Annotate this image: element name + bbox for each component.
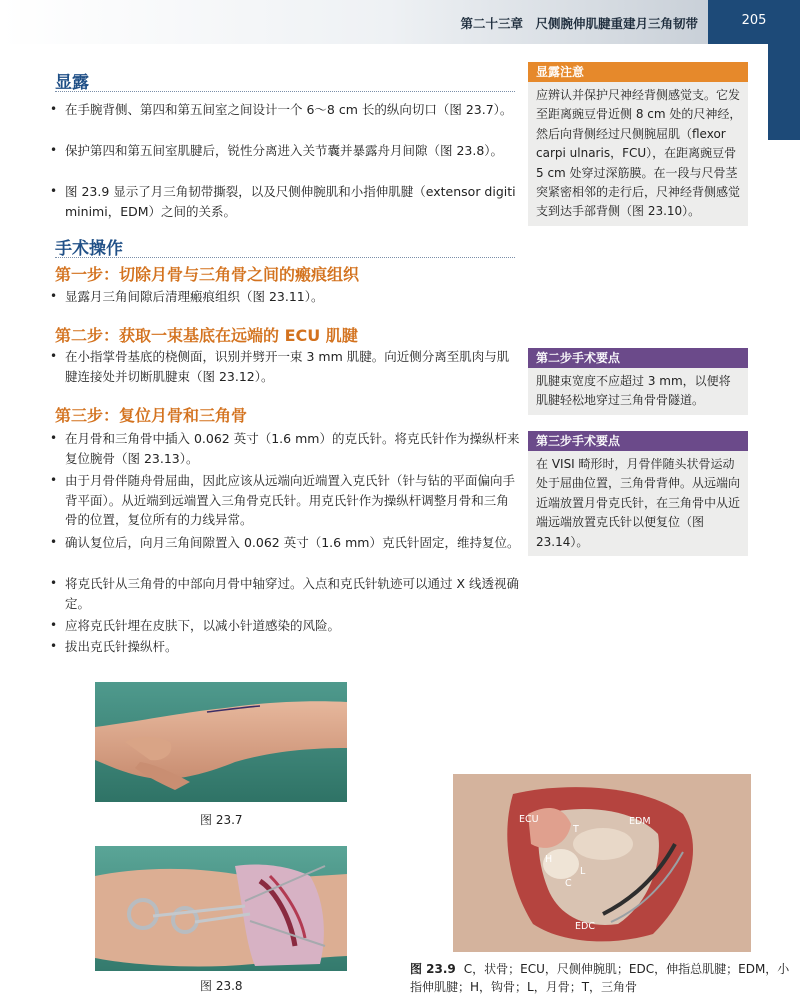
page-header [0, 0, 800, 44]
section-heading-surgery: 手术操作 [55, 239, 123, 259]
label-edm: EDM [629, 816, 651, 827]
bullet-icon: • [50, 289, 58, 303]
figure-23-8-caption: 图 23.8 [200, 979, 243, 993]
bullet-icon: • [50, 639, 58, 653]
bullet-icon: • [50, 143, 58, 157]
bullet-icon: • [50, 431, 58, 445]
section-heading-exposure: 显露 [55, 73, 89, 93]
label-c: C [565, 878, 572, 889]
step3-title: 第三步：复位月骨和三角骨 [55, 406, 248, 425]
step3-note-text: 在 VISI 畸形时，月骨伴随头状骨运动处于屈曲位置，三角骨背伸。从远端向近端放置月骨克氏针，在三角骨中从近端远端放置克氏针以便复位（图 23.14）。 [528, 451, 748, 556]
label-ecu: ECU [519, 814, 539, 825]
chapter-title: 第二十三章 尺侧腕伸肌腱重建月三角韧带 [460, 16, 698, 31]
figure-23-9-text: C，状骨；ECU，尺侧伸腕肌；EDC，伸指总肌腱；EDM，小指伸肌腱；H，钩骨；L，月骨；T，三角骨 [410, 962, 790, 994]
list-item: • 保护第四和第五间室肌腱后，锐性分离进入关节囊并暴露舟月间隙（图 23.8）。 [50, 141, 520, 161]
list-item: • 在月骨和三角骨中插入 0.062 英寸（1.6 mm）的克氏针。将克氏针作为操纵杆来复位腕骨（图 23.13）。 [50, 431, 520, 466]
list-item: • 图 23.9 显示了月三角韧带撕裂，以及尺侧伸腕肌和小指伸肌腱（extensor digiti minimi，EDM）之间的关系。 [50, 184, 516, 219]
list-item: • 由于月骨伴随舟骨屈曲，因此应该从远端向近端置入克氏针（针与钻的平面偏向手背平面）。从近端到远端置入三角骨克氏针。用克氏针作为操纵杆调整月骨和三角骨的位置，复位所有的力线异常。 [50, 473, 516, 528]
figure-23-7-photo [95, 682, 347, 802]
figure-23-9-photo [453, 774, 751, 952]
heading-rule [55, 91, 515, 92]
page-number: 205 [741, 13, 767, 28]
figure-23-7-caption: 图 23.7 [200, 813, 243, 827]
label-edc: EDC [575, 921, 595, 932]
bullet-icon: • [50, 102, 58, 116]
bullet-icon: • [50, 184, 58, 198]
list-item: • 应将克氏针埋在皮肤下，以减小针道感染的风险。 [50, 616, 520, 636]
bullet-icon: • [50, 618, 58, 632]
figure-23-9-caption [410, 960, 790, 996]
chapter-side-tab [768, 44, 800, 140]
figure-23-8-photo [95, 846, 347, 971]
list-item: • 确认复位后，向月三角间隙置入 0.062 英寸（1.6 mm）克氏针固定，维持复位。 [50, 533, 520, 553]
label-l: L [580, 866, 586, 877]
exposure-note-title: 显露注意 [528, 62, 748, 82]
label-h: H [545, 854, 553, 865]
bullet-icon: • [50, 576, 58, 590]
bullet-icon: • [50, 473, 58, 487]
list-item: • 拔出克氏针操纵杆。 [50, 637, 520, 657]
list-item: • 在手腕背侧、第四和第五间室之间设计一个 6～8 cm 长的纵向切口（图 23.7）。 [50, 100, 520, 120]
bullet-icon: • [50, 535, 58, 549]
step1-title: 第一步：切除月骨与三角骨之间的瘢痕组织 [55, 265, 360, 284]
list-item: • 显露月三角间隙后清理瘢痕组织（图 23.11）。 [50, 287, 520, 307]
page-number-box [708, 0, 800, 44]
label-t: T [573, 824, 579, 835]
figure-23-9-label: 图 23.9 [410, 962, 456, 976]
exposure-note-text: 应辨认并保护尺神经背侧感觉支。它发至距离豌豆骨近侧 8 cm 处的尺神经，然后向背侧经过尺侧腕屈肌（flexor carpi ulnaris，FCU），在距离豌豆骨 5 cm 处穿过深筋膜。在一段与尺骨茎突紧密相邻的走行后，尺神经背侧感觉支到达手部背侧（图 23.10）。 [528, 82, 748, 226]
step2-title: 第二步：获取一束基底在远端的 ECU 肌腱 [55, 326, 358, 345]
step3-note-title: 第三步手术要点 [528, 431, 748, 451]
step2-note-text: 肌腱束宽度不应超过 3 mm，以便将肌腱轻松地穿过三角骨骨隧道。 [528, 368, 748, 415]
list-item: • 在小指掌骨基底的桡侧面，识别并劈开一束 3 mm 肌腱。向近侧分离至肌肉与肌腱连接处并切断肌腱束（图 23.12）。 [50, 349, 510, 384]
step2-note-title: 第二步手术要点 [528, 348, 748, 368]
list-item: • 将克氏针从三角骨的中部向月骨中轴穿过。入点和克氏针轨迹可以通过 X 线透视确定。 [50, 576, 520, 611]
heading-rule [55, 257, 515, 258]
bullet-icon: • [50, 349, 58, 363]
